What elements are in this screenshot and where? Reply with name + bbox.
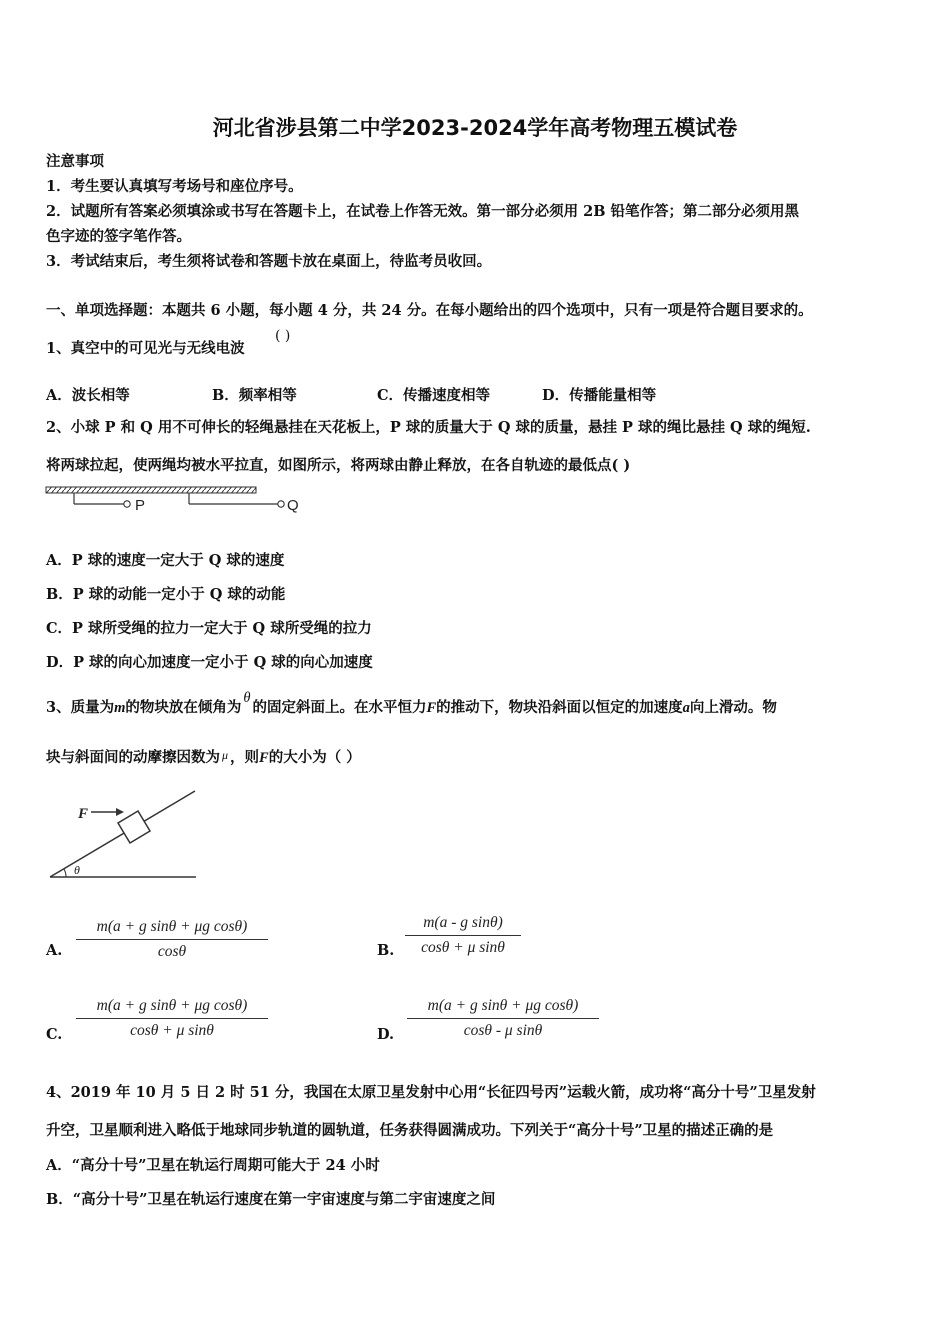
q4-option-a: A．“高分十号”卫星在轨运行周期可能大于 24 小时 [46, 1157, 380, 1174]
force-arrowhead [116, 808, 124, 816]
denominator: cosθ + μ sinθ [130, 1022, 214, 1039]
numerator: m(a - g sinθ) [405, 914, 521, 936]
symbol-a: a [682, 700, 690, 716]
section-header: 一、单项选择题：本题共 6 小题，每小题 4 分，共 24 分。在每小题给出的四个选项中，只有一项是符合题目要求的。 [46, 302, 813, 319]
q1-option-b: B．频率相等 [212, 387, 297, 404]
q2-option-d: D．P 球的向心加速度一定小于 Q 球的向心加速度 [46, 654, 373, 671]
symbol-theta: θ [243, 690, 251, 706]
q3-option-b-label: B. [377, 942, 395, 959]
ceiling [46, 487, 256, 493]
incline-surface [50, 791, 195, 877]
denominator: cosθ + μ sinθ [421, 939, 505, 956]
question-4-stem: 升空，卫星顺利进入略低于地球同步轨道的圆轨道，任务获得圆满成功。下列关于“高分十号”卫星的描述正确的是 [46, 1122, 774, 1139]
question-1-blank: ( ) [275, 328, 291, 344]
numerator: m(a + g sinθ + μg cosθ) [76, 997, 268, 1019]
question-3-stem: 3、质量为m的物块放在倾角为θ的固定斜面上。在水平恒力F的推动下，物块沿斜面以恒定的加速度a向上滑动。物 [46, 690, 777, 716]
incline-figure [44, 788, 204, 884]
q3-option-d-label: D. [377, 1026, 395, 1043]
force-label: F [78, 806, 89, 822]
q3-option-c-formula [76, 997, 268, 1040]
q3-option-c-label: C. [46, 1026, 63, 1043]
ball-q-label: Q [287, 497, 299, 514]
symbol-mu: μ [222, 748, 229, 762]
symbol-F: F [426, 700, 437, 716]
q3-option-a-formula [76, 918, 268, 961]
denominator: cosθ [157, 943, 187, 960]
ball-p [124, 501, 130, 507]
question-2-stem: 将两球拉起，使两绳均被水平拉直，如图所示，将两球由静止释放，在各自轨迹的最低点( ) [46, 457, 631, 474]
q3-option-a-label: A. [46, 942, 63, 959]
q3-option-b-formula [405, 914, 521, 957]
symbol-m: m [114, 700, 126, 716]
notice-heading: 注意事项 [46, 153, 104, 170]
symbol-F: F [259, 750, 269, 766]
block [118, 811, 150, 843]
notice-item: 色字迹的签字笔作答。 [46, 228, 191, 245]
numerator: m(a + g sinθ + μg cosθ) [407, 997, 599, 1019]
q2-option-a: A．P 球的速度一定大于 Q 球的速度 [46, 552, 285, 569]
q1-option-c: C．传播速度相等 [377, 387, 491, 404]
ball-q [278, 501, 284, 507]
pendulum-figure [44, 484, 314, 518]
question-2-stem: 2、小球 P 和 Q 用不可伸长的轻绳悬挂在天花板上，P 球的质量大于 Q 球的质量，悬挂 P 球的绳比悬挂 Q 球的绳短. [46, 419, 811, 436]
q2-option-b: B．P 球的动能一定小于 Q 球的动能 [46, 586, 286, 603]
ball-p-label: P [135, 497, 146, 514]
q1-option-a: A．波长相等 [46, 387, 130, 404]
notice-item: 3．考试结束后，考生须将试卷和答题卡放在桌面上，待监考员收回。 [46, 253, 492, 270]
q4-option-b: B．“高分十号”卫星在轨运行速度在第一宇宙速度与第二宇宙速度之间 [46, 1191, 496, 1208]
denominator: cosθ - μ sinθ [463, 1022, 543, 1039]
angle-arc [64, 869, 66, 877]
question-3-stem: 块与斜面间的动摩擦因数为 $^\mu$ ，则F的大小为（ ） [46, 748, 361, 766]
q2-option-c: C．P 球所受绳的拉力一定大于 Q 球所受绳的拉力 [46, 620, 372, 637]
angle-label: θ [74, 863, 80, 877]
notice-item: 1．考生要认真填写考场号和座位序号。 [46, 178, 303, 195]
numerator: m(a + g sinθ + μg cosθ) [76, 918, 268, 940]
notice-item: 2．试题所有答案必须填涂或书写在答题卡上，在试卷上作答无效。第一部分必须用 2B 铅笔作答；第二部分必须用黑 [46, 203, 800, 220]
q1-option-d: D．传播能量相等 [542, 387, 657, 404]
question-4-stem: 4、2019 年 10 月 5 日 2 时 51 分，我国在太原卫星发射中心用“长征四号丙”运载火箭，成功将“高分十号”卫星发射 [46, 1084, 816, 1101]
question-1-stem: 1、真空中的可见光与无线电波 [46, 340, 245, 357]
page-title: 河北省涉县第二中学2023-2024学年高考物理五模试卷 [212, 116, 738, 140]
q3-option-d-formula [407, 997, 599, 1040]
